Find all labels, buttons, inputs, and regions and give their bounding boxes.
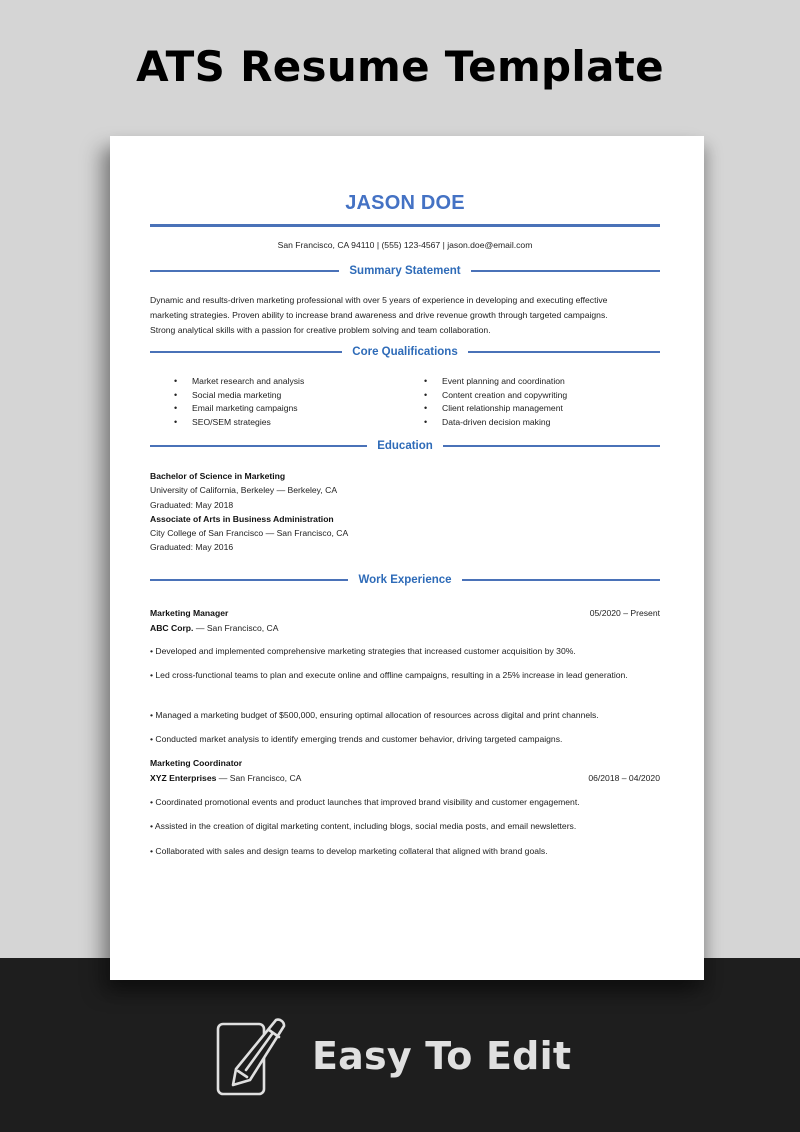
education-list	[150, 469, 660, 555]
banner-title: ATS Resume Template	[136, 42, 664, 91]
summary-text	[150, 293, 660, 338]
candidate-name: JASON DOE	[345, 192, 465, 214]
section-title: Education	[377, 440, 433, 452]
graduation-date: Graduated: May 2016	[150, 542, 234, 553]
qualification-item: • Email marketing campaigns	[174, 402, 304, 416]
qualification-item: • Event planning and coordination	[424, 375, 567, 389]
section-heading-education	[150, 439, 660, 453]
section-title: Summary Statement	[349, 265, 461, 277]
company-name: XYZ Enterprises	[150, 772, 217, 783]
section-heading-experience	[150, 573, 660, 587]
section-heading-summary	[150, 264, 660, 278]
divider	[150, 351, 342, 352]
degree: Bachelor of Science in Marketing	[150, 471, 286, 481]
job-bullet: • Developed and implemented comprehensive marketing strategies that increased customer acquisition by 30%.	[150, 646, 576, 656]
job-title: Marketing Coordinator	[150, 758, 243, 768]
job-entry	[150, 606, 660, 635]
qualification-item: • Content creation and copywriting	[424, 389, 567, 403]
job-bullet: • Assisted in the creation of digital marketing content, including blogs, social media posts, and email newsletters.	[150, 821, 577, 831]
school: City College of San Francisco — San Francisco, CA	[150, 528, 349, 539]
job-bullet: • Conducted market analysis to identify emerging trends and customer behavior, driving targeted campaigns.	[150, 734, 563, 744]
job-dates: 06/2018 – 04/2020	[588, 772, 660, 783]
job-bullet: • Collaborated with sales and design teams to develop marketing collateral that aligned with brand goals.	[150, 846, 548, 856]
footer-label: Easy To Edit	[312, 1034, 572, 1078]
contact-line: San Francisco, CA 94110 | (555) 123-4567 | jason.doe@email.com	[277, 240, 533, 250]
divider	[471, 270, 660, 271]
job-bullet: • Led cross-functional teams to plan and execute online and offline campaigns, resulting in a 25% increase in lead generation.	[150, 670, 628, 680]
section-heading-qualifications	[150, 345, 660, 359]
qualifications-column-left	[174, 375, 304, 429]
job-title: Marketing Manager	[150, 608, 229, 618]
section-title: Core Qualifications	[352, 346, 458, 358]
easy-to-edit-badge	[216, 1016, 571, 1096]
qualification-item: • SEO/SEM strategies	[174, 416, 304, 430]
summary-line: Strong analytical skills with a passion for creative problem solving and team collaboration.	[150, 325, 491, 335]
qualification-item: • Market research and analysis	[174, 375, 304, 389]
job-entry	[150, 756, 660, 785]
section-title: Work Experience	[358, 574, 452, 586]
edit-pencil-icon	[216, 1016, 296, 1096]
degree: Associate of Arts in Business Administration	[150, 513, 334, 524]
job-bullet: • Coordinated promotional events and product launches that improved brand visibility and customer engagement.	[150, 797, 580, 807]
divider	[150, 270, 339, 271]
name-divider	[150, 224, 660, 227]
divider	[468, 351, 660, 352]
graduation-date: Graduated: May 2018	[150, 499, 234, 510]
divider	[462, 579, 660, 580]
divider	[443, 445, 660, 446]
divider	[150, 445, 367, 446]
qualifications-column-right	[424, 375, 567, 429]
qualification-item: • Client relationship management	[424, 402, 567, 416]
school: University of California, Berkeley — Berkeley, CA	[150, 485, 338, 496]
qualification-item: • Social media marketing	[174, 389, 304, 403]
resume-page	[110, 136, 704, 980]
company-name: ABC Corp.	[150, 622, 194, 633]
divider	[150, 579, 348, 580]
job-dates: 05/2020 – Present	[589, 608, 660, 618]
summary-line: Dynamic and results-driven marketing professional with over 5 years of experience in developing and executing effective	[150, 295, 608, 305]
qualification-item: • Data-driven decision making	[424, 416, 567, 430]
summary-line: marketing strategies. Proven ability to increase brand awareness and drive revenue growth through targeted campaigns.	[150, 310, 608, 320]
job-location: — San Francisco, CA	[193, 622, 279, 633]
job-location: — San Francisco, CA	[216, 772, 302, 783]
job-bullet: • Managed a marketing budget of $500,000, ensuring optimal allocation of resources across digital and print channels.	[150, 710, 599, 720]
